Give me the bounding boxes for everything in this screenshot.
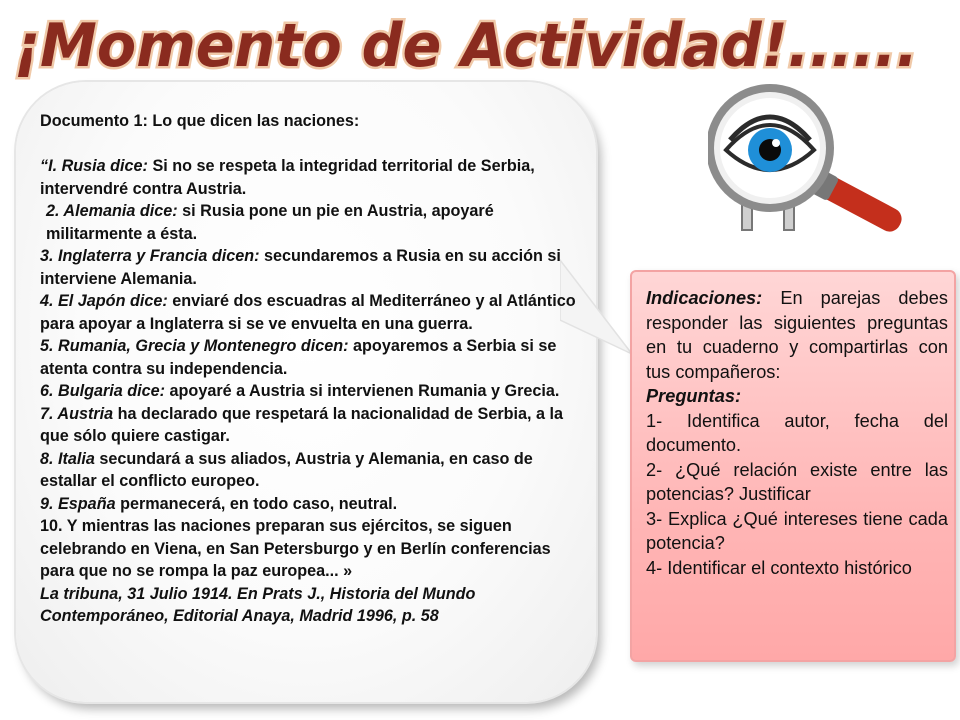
document-item: 2. Alemania dice: si Rusia pone un pie en Austria, apoyaré militarmente a ésta. — [46, 202, 494, 243]
question-item: 2- ¿Qué relación existe entre las potencias? Justificar — [646, 459, 948, 504]
document-source: La tribuna, 31 Julio 1914. En Prats J., Historia del Mundo Contemporáneo, Editorial Anaya, Madrid 1996, p. 58 — [40, 584, 476, 625]
document-item: “I. Rusia dice: Si no se respeta la integridad territorial de Serbia, intervendré contra Austria. — [40, 157, 535, 198]
question-item: 1- Identifica autor, fecha del documento. — [646, 410, 948, 455]
document-item: 7. Austria ha declarado que respetará la nacionalidad de Serbia, a la que sólo quiere castigar. — [40, 404, 563, 445]
question-item: 4- Identificar el contexto histórico — [646, 557, 912, 578]
document-item: 9. España permanecerá, en todo caso, neutral. — [40, 494, 398, 513]
document-item: 4. El Japón dice: enviaré dos escuadras al Mediterráneo y al Atlántico para apoyar a Inglaterra si se ve envuelta en una guerra. — [40, 292, 576, 333]
document-closing: 10. Y mientras las naciones preparan sus ejércitos, se siguen celebrando en Viena, en San Petersburgo y en Berlín conferencias para que no se rompa la paz europea... » — [40, 517, 551, 580]
question-item: 3- Explica ¿Qué intereses tiene cada potencia? — [646, 508, 948, 553]
document-heading: Documento 1: Lo que dicen las naciones: — [40, 112, 360, 130]
document-text — [40, 110, 580, 628]
questions-label: Preguntas: — [646, 386, 741, 406]
page-title — [0, 0, 960, 80]
svg-text:¡Momento de Actividad!......: ¡Momento de Actividad!...... — [14, 11, 918, 80]
document-item: 8. Italia secundará a sus aliados, Austria y Alemania, en caso de estallar el conflicto europeo. — [40, 449, 533, 490]
document-item: 5. Rumania, Grecia y Montenegro dicen: apoyaremos a Serbia si se atenta contra su independencia. — [40, 337, 557, 378]
magnifier-eye-icon — [708, 76, 918, 236]
document-item: 3. Inglaterra y Francia dicen: secundaremos a Rusia en su acción si interviene Alemania. — [40, 247, 561, 288]
instructions-text: Indicaciones: En parejas debes responder las siguientes preguntas en tu cuaderno y compartirlas con tus compañeros: — [646, 288, 948, 382]
instructions-panel — [630, 270, 956, 662]
document-item: 6. Bulgaria dice: apoyaré a Austria si intervienen Rumania y Grecia. — [40, 382, 560, 400]
